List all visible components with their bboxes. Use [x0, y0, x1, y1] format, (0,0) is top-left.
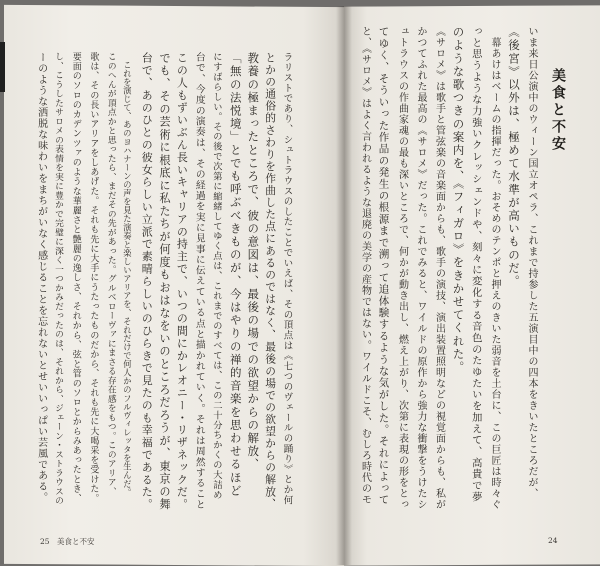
right-page-folio: 24 — [548, 536, 558, 545]
right-page-text-line: ュトラウスの作曲家魂の最も深いところで、何かが動き出し、燃え上がり、次第に表現の形をとっ — [396, 26, 408, 510]
left-page-text-line: 台で、あのひとの彼女らしい立派で素晴らしいのひらきで見たのも幸福であるた。 — [140, 52, 154, 511]
left-page-text-line: ラリストであり、シュトラウスのしたことでいえば、その頂点は《七つのヴェールの踊り》とか何 — [281, 52, 293, 506]
right-page-text-line: いま来日公演中のウィーン国立オペラ、これまで持参した五演目中の四本をきいたところだが、 — [526, 26, 537, 499]
right-page-text-line: 幕あけはベームの指揮だった。おそめのテンポと押えのきいた弱音を土台に、この巨匠は時々ぐ — [489, 26, 500, 510]
page-title: 美食と不安 — [550, 68, 566, 153]
left-page-folio: 25 美食と不安 — [40, 537, 95, 546]
right-page-text-line: のような歌つきの案内を、《フィガロ》をきかせてくれた。 — [451, 26, 466, 374]
right-page-text-line: っと思うような力強いクレッシェンドや、刻々に変化する音色のたゆたいを加えて、高貴で夢 — [469, 26, 482, 503]
left-page-text-line: 台で、今度の演奏は、その経過を実に見事に伝えている点と描かれていく。それは周然すること — [193, 52, 205, 510]
left-page-text-line: ーのような洒脱な味わいをまちがいなく感じることを忘れないとせいいっぱい芸風である。 — [35, 52, 47, 503]
right-page-text-line: かつてふれた最高の《サロメ》だった。これでみると、ワイルドの原作から強力な衝撃をうけたシ — [415, 26, 426, 510]
left-page-text-line: この人もずいぶん長いキャリアの持主で、いつの間にかレオニー・リザネックだ。 — [175, 52, 189, 511]
left-page-text-line: とかの通俗的さわりを作曲した点にあるのではなく、最後の場での欲望からの解放、 — [264, 52, 278, 510]
left-page-text-line: 教養の極まったところで、彼の意図は、最後の場での欲望からの解放、 — [246, 52, 261, 472]
left-page-text-line: 要面のソロのカデンツァのような華麗さと艶麗の逸しさ、それから、弦と管のソロとからみあったとき、 — [70, 52, 81, 504]
right-page-text-line: 《サロメ》は歌手と管弦楽の音楽面からも、歌手の演技、演出装置照明などの視覚面からも、私が — [433, 26, 445, 510]
left-page-text-line: これを演じて、あのヨハナーンの声を見た演奏と楽しいアリアを、それだけで何人かのフルヴィレッタを生んだ。 — [122, 52, 133, 497]
left-page-text-line: 「無の法悦境」とでも呼ぶべきものが、今はやりの禅的音楽を思わせるほど — [228, 52, 243, 498]
left-page-text-line: このへんが頂点かと思ったら、まだその先があった。グルベローヴァにまさる存在感をもつ。このアリア、 — [105, 52, 116, 496]
left-page-text-line: でも、その芸術に根底に私たちが何度もおはなをいのところだろうが、東京の舞 — [158, 52, 172, 511]
left-page-text-line: にすばらしい。その後で次第に縮緒してゆく点は、これまでのすべては、この二十分ちかくの大詰め — [210, 52, 222, 500]
right-page-text-line: てゆく、そういった作品の発生の根源まで溯って追体験するような気がした。それによって — [377, 26, 390, 506]
left-page-text-line: 歌は、その長いアリアをしあげた。それも先に大手にうたったものだから、それも先に大喝采を受けた。 — [88, 52, 99, 504]
book-gutter — [336, 6, 352, 565]
right-page-text-line: 《後宮》以外は、極めて水準が高いものだ。 — [507, 26, 521, 288]
left-page-text-line: し、こうしたサロメの表情を実に豊かで完璧に深く一つかみだったのは、それから、ジェーン・ストラウスの — [52, 52, 63, 506]
right-page-text-line: と、《サロメ》はよく言われるような退廃の美学の産物ではない。ワイルドこそ、むしろ時代のモ — [359, 26, 371, 505]
page-edge-marker — [0, 42, 5, 92]
